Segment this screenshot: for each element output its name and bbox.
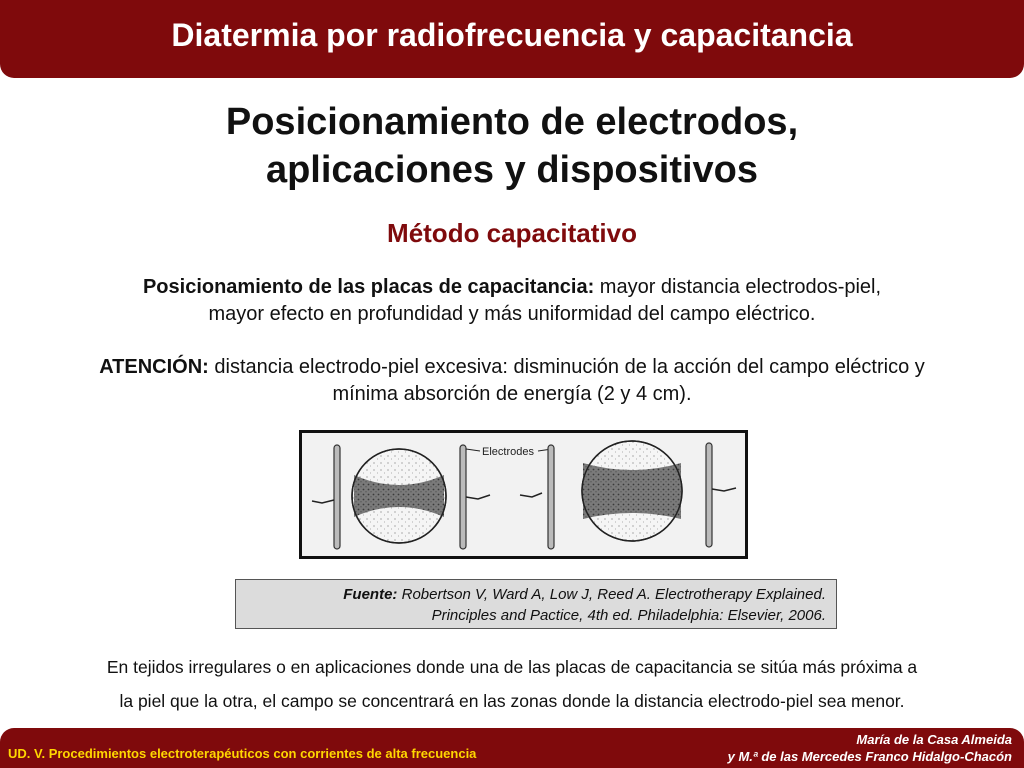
electrodes-label: Electrodes <box>482 446 534 458</box>
section-subtitle: Método capacitativo <box>387 218 637 248</box>
left-wire-1 <box>312 500 334 503</box>
header-bar <box>0 0 1024 78</box>
footer-author2: y M.ª de las Mercedes Franco Hidalgo-Chacón <box>727 749 1012 764</box>
label-pointer-left <box>466 449 480 451</box>
source-citation <box>235 579 837 629</box>
paragraph2-text1: distancia electrodo-piel excesiva: disminución de la acción del campo eléctrico y <box>208 356 925 378</box>
electrodes-diagram <box>302 433 745 556</box>
paragraph3-line1: En tejidos irregulares o en aplicaciones donde una de las placas de capacitancia se sitúa más próxima a <box>106 657 918 677</box>
paragraph1-text2: mayor efecto en profundidad y más uniformidad del campo eléctrico. <box>208 303 816 325</box>
right-field-uniform <box>583 463 681 519</box>
page-title <box>0 98 1024 194</box>
paragraph-irregular-tissues <box>30 650 994 718</box>
source-line1: Robertson V, Ward A, Low J, Reed A. Electrotherapy Explained. <box>397 586 826 603</box>
left-wire-2 <box>466 495 490 499</box>
right-wire-1 <box>520 493 542 497</box>
paragraph2-text2: mínima absorción de energía (2 y 4 cm). <box>332 383 692 405</box>
footer-authors <box>728 731 1012 765</box>
source-line2: Principles and Pactice, 4th ed. Philadelphia: Elsevier, 2006. <box>431 607 826 624</box>
footer-author1: María de la Casa Almeida <box>856 732 1012 747</box>
paragraph1-text1: mayor distancia electrodos-piel, <box>594 276 882 298</box>
footer-unit: UD. V. Procedimientos electroterapéuticos con corrientes de alta frecuencia <box>8 746 477 761</box>
electrodes-figure <box>299 430 748 559</box>
paragraph3-line2: la piel que la otra, el campo se concentrará en las zonas donde la distancia electrodo-piel sea menor. <box>119 691 905 711</box>
right-plate-2 <box>706 443 712 547</box>
diagram-far-electrodes <box>520 441 736 549</box>
paragraph1-bold: Posicionamiento de las placas de capacitancia: <box>142 276 595 298</box>
slide-header-title: Diatermia por radiofrecuencia y capacitancia <box>171 16 853 53</box>
left-plate-2 <box>460 445 466 549</box>
paragraph-plates-positioning <box>30 274 994 328</box>
page-title-line2: aplicaciones y dispositivos <box>265 149 759 191</box>
source-bold: Fuente: <box>343 586 398 603</box>
paragraph-attention <box>30 354 994 408</box>
right-plate-1 <box>548 445 554 549</box>
paragraph2-bold: ATENCIÓN: <box>99 356 209 378</box>
left-plate-1 <box>334 445 340 549</box>
right-wire-2 <box>712 488 736 491</box>
page-title-line1: Posicionamiento de electrodos, <box>225 101 799 143</box>
diagram-close-electrodes <box>312 445 490 549</box>
